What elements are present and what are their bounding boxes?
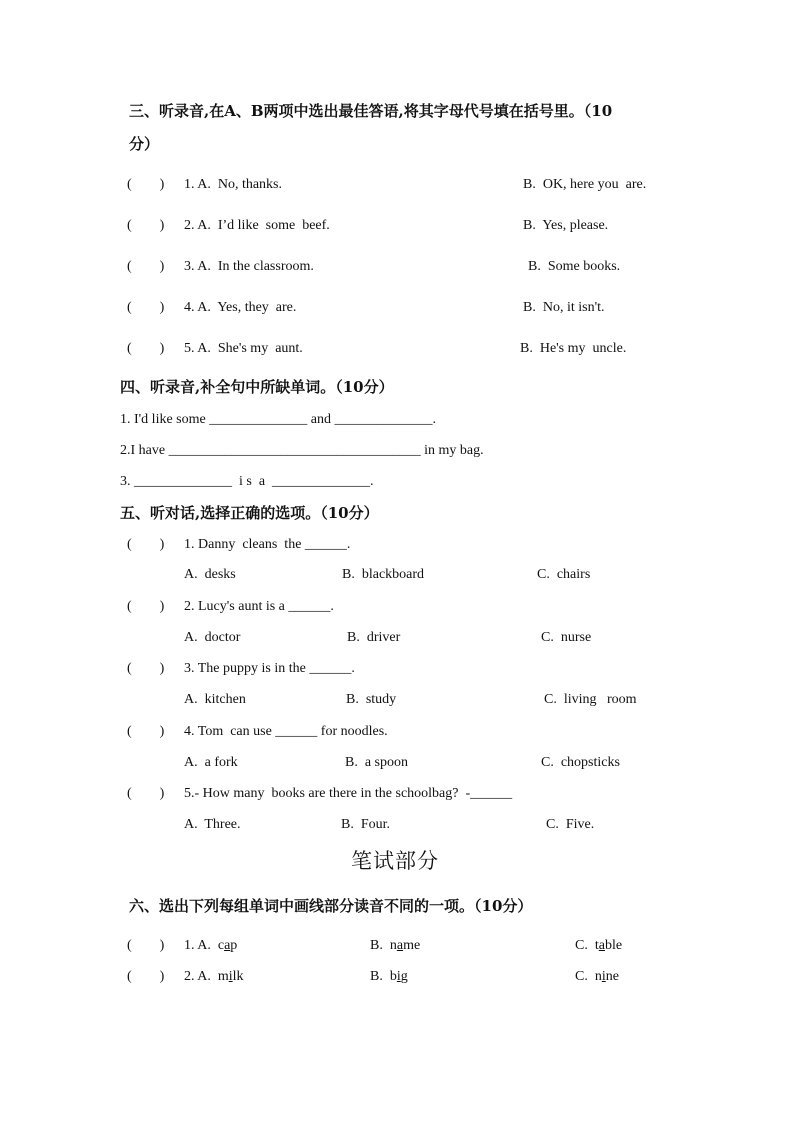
option-a: 3. A. In the classroom. [184,259,314,274]
answer-bracket[interactable]: ( ) [127,724,165,739]
option-a: 1. A. No, thanks. [184,177,282,192]
answer-bracket[interactable]: ( ) [127,300,165,315]
option-b: B. He's my uncle. [520,341,627,356]
fill-blank-line: 3. ______________ i s a ______________. [120,474,374,489]
question-text: 4. Tom can use ______ for noodles. [184,724,388,739]
option-a: A. Three. [184,817,241,832]
option-c: C. chopsticks [541,755,620,770]
word-option-c: C. nine [575,969,619,984]
option-a: 4. A. Yes, they are. [184,300,297,315]
fill-blank-line: 1. I'd like some ______________ and ______________. [120,412,436,427]
option-b: B. No, it isn't. [523,300,605,315]
option-b: B. Some books. [528,259,621,274]
word-option-a: 2. A. milk [184,969,244,984]
section4-heading: 四、听录音,补全句中所缺单词。（10分） [120,378,394,396]
answer-bracket[interactable]: ( ) [127,938,165,953]
option-a: A. a fork [184,755,238,770]
answer-bracket[interactable]: ( ) [127,599,165,614]
option-b: B. blackboard [342,567,425,582]
question-text: 5.- How many books are there in the schoolbag? -______ [184,786,513,801]
option-b: B. study [346,692,397,707]
answer-bracket[interactable]: ( ) [127,661,165,676]
answer-bracket[interactable]: ( ) [127,537,165,552]
underlined-letter: a [224,938,231,953]
option-a: A. desks [184,567,236,582]
underlined-letter: i [228,969,233,984]
fill-blank-line: 2.I have ____________________________________ in my bag. [120,443,484,458]
option-b: B. OK, here you are. [523,177,647,192]
question-text: 2. Lucy's aunt is a ______. [184,599,334,614]
section6-heading: 六、选出下列每组单词中画线部分读音不同的一项。（10分） [129,897,533,915]
word-option-b: B. big [370,969,408,984]
underlined-letter: a [598,938,605,953]
option-a: A. kitchen [184,692,246,707]
option-b: B. driver [347,630,401,645]
option-a: 2. A. I’d like some beef. [184,218,330,233]
question-text: 1. Danny cleans the ______. [184,537,351,552]
answer-bracket[interactable]: ( ) [127,786,165,801]
option-c: C. nurse [541,630,592,645]
option-a: A. doctor [184,630,241,645]
answer-bracket[interactable]: ( ) [127,177,165,192]
answer-bracket[interactable]: ( ) [127,969,165,984]
option-b: B. Yes, please. [523,218,609,233]
word-option-c: C. table [575,938,623,953]
word-option-a: 1. A. cap [184,938,238,953]
underlined-letter: i [601,969,606,984]
question-text: 3. The puppy is in the ______. [184,661,355,676]
written-part-title: 笔试部分 [351,849,439,873]
option-c: C. chairs [537,567,591,582]
section5-heading: 五、听对话,选择正确的选项。（10分） [120,504,379,522]
section3-heading: 三、听录音,在A、B两项中选出最佳答语,将其字母代号填在括号里。（10 [129,102,613,120]
option-b: B. a spoon [345,755,408,770]
answer-bracket[interactable]: ( ) [127,218,165,233]
option-b: B. Four. [341,817,391,832]
underlined-letter: i [396,969,401,984]
option-c: C. Five. [546,817,595,832]
section3-heading-cont: 分） [129,135,160,153]
answer-bracket[interactable]: ( ) [127,341,165,356]
option-c: C. living room [544,692,637,707]
answer-bracket[interactable]: ( ) [127,259,165,274]
underlined-letter: a [396,938,404,953]
option-a: 5. A. She's my aunt. [184,341,303,356]
word-option-b: B. name [370,938,421,953]
